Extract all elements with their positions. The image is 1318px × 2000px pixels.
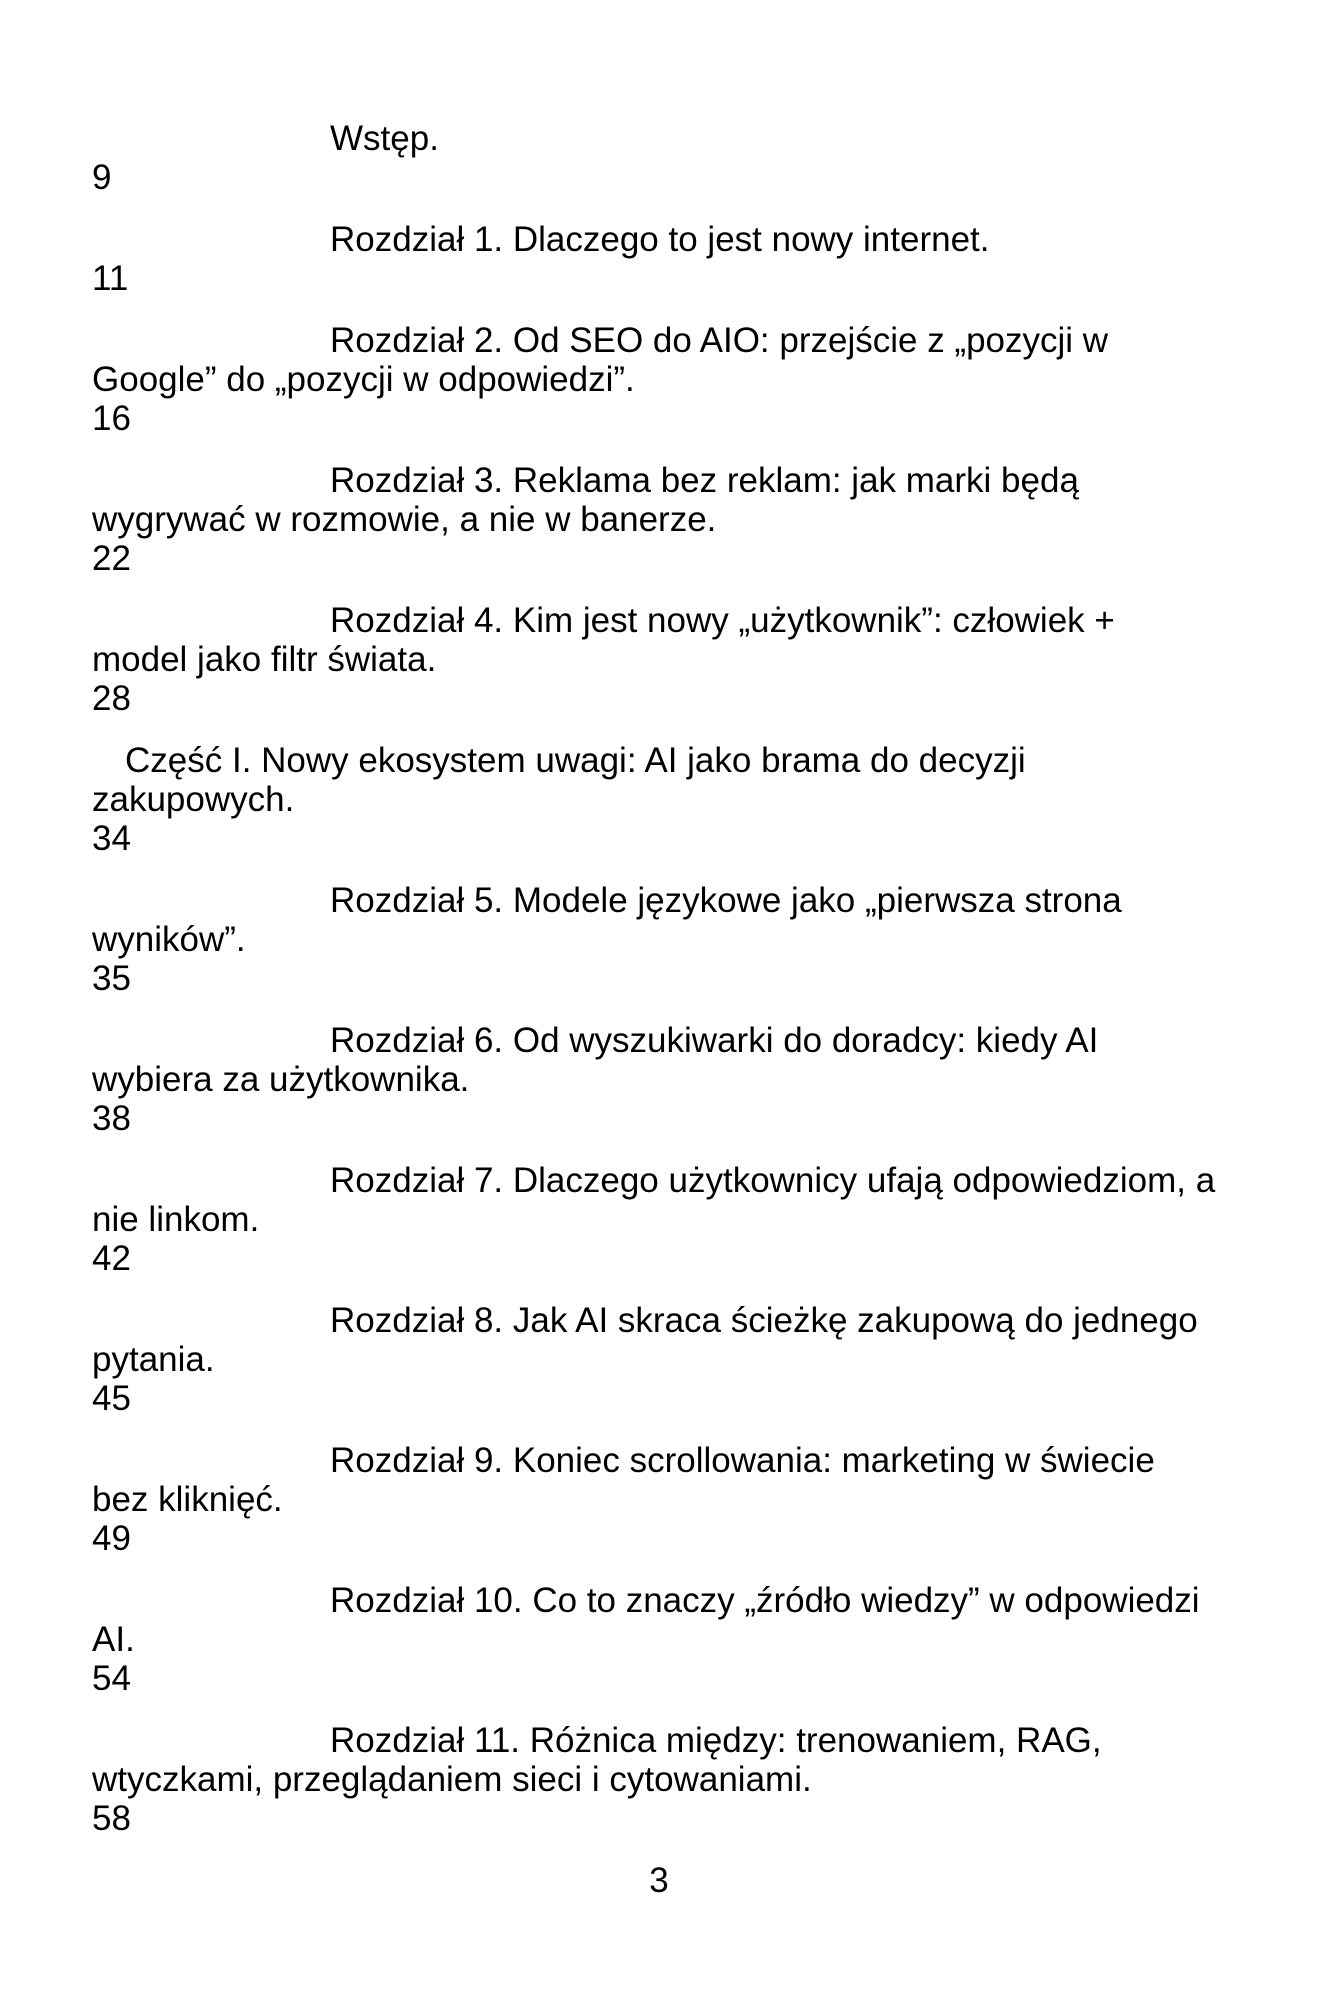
toc-entry-page-number: 35 [92, 959, 131, 998]
toc-entry-page-number: 34 [92, 819, 131, 858]
toc-entry [92, 741, 1226, 858]
toc-entry [92, 119, 1226, 197]
toc-entry-title-continuation: wybiera za użytkownika. [92, 1060, 470, 1099]
toc-entry [92, 1581, 1226, 1698]
toc-entry-title-continuation: nie linkom. [92, 1200, 260, 1239]
toc-entry-title-continuation: AI. [92, 1620, 135, 1659]
toc-entry-page-number: 45 [92, 1379, 131, 1418]
toc-entry-title-line: Rozdział 5. Modele językowe jako „pierwsza strona [330, 881, 1122, 920]
toc-entry-title-line: Rozdział 7. Dlaczego użytkownicy ufają odpowiedziom, a [330, 1161, 1216, 1200]
toc-list [92, 119, 1226, 1838]
toc-entry-title-line: Rozdział 11. Różnica między: trenowaniem, RAG, [330, 1721, 1102, 1760]
toc-entry-title-line: Część I. Nowy ekosystem uwagi: AI jako brama do decyzji [125, 741, 1026, 780]
toc-entry [92, 461, 1226, 578]
toc-entry-page-number: 58 [92, 1799, 131, 1838]
toc-entry-title-continuation: bez kliknięć. [92, 1480, 283, 1519]
toc-entry-title-line: Wstęp. [330, 119, 439, 158]
toc-entry-title-line: Rozdział 2. Od SEO do AIO: przejście z „pozycji w [330, 321, 1109, 360]
toc-entry [92, 1021, 1226, 1138]
toc-entry [92, 220, 1226, 298]
toc-entry [92, 1161, 1226, 1278]
toc-entry [92, 881, 1226, 998]
toc-entry-title-line: Rozdział 4. Kim jest nowy „użytkownik”: człowiek + [330, 601, 1115, 640]
toc-entry-title-line: Rozdział 1. Dlaczego to jest nowy internet. [330, 220, 990, 259]
toc-entry-title-continuation: pytania. [92, 1340, 215, 1379]
toc-entry-title-line: Rozdział 3. Reklama bez reklam: jak marki będą [330, 461, 1079, 500]
toc-entry-page-number: 28 [92, 679, 131, 718]
toc-entry-title-continuation: model jako filtr świata. [92, 640, 437, 679]
toc-entry-page-number: 16 [92, 399, 131, 438]
toc-entry-title-continuation: zakupowych. [92, 780, 295, 819]
toc-entry-title-line: Rozdział 9. Koniec scrollowania: marketing w świecie [330, 1441, 1155, 1480]
toc-entry [92, 1721, 1226, 1838]
toc-entry-title-line: Rozdział 8. Jak AI skraca ścieżkę zakupową do jednego [330, 1301, 1198, 1340]
toc-entry [92, 601, 1226, 718]
toc-entry-page-number: 22 [92, 539, 131, 578]
toc-entry-title-line: Rozdział 6. Od wyszukiwarki do doradcy: kiedy AI [330, 1021, 1099, 1060]
toc-entry-title-continuation: wygrywać w rozmowie, a nie w banerze. [92, 500, 717, 539]
toc-entry [92, 1301, 1226, 1418]
toc-entry-title-continuation: Google” do „pozycji w odpowiedzi”. [92, 360, 635, 399]
toc-entry [92, 1441, 1226, 1558]
toc-entry-page-number: 11 [92, 259, 129, 298]
toc-entry [92, 321, 1226, 438]
toc-entry-title-line: Rozdział 10. Co to znaczy „źródło wiedzy” w odpowiedzi [330, 1581, 1200, 1620]
footer-page-number: 3 [649, 1861, 669, 1900]
toc-entry-page-number: 9 [92, 158, 112, 197]
toc-entry-page-number: 42 [92, 1239, 131, 1278]
toc-entry-page-number: 38 [92, 1099, 131, 1138]
toc-entry-title-continuation: wyników”. [92, 920, 246, 959]
toc-entry-title-continuation: wtyczkami, przeglądaniem sieci i cytowaniami. [92, 1760, 812, 1799]
toc-entry-page-number: 49 [92, 1519, 131, 1558]
toc-entry-page-number: 54 [92, 1659, 131, 1698]
